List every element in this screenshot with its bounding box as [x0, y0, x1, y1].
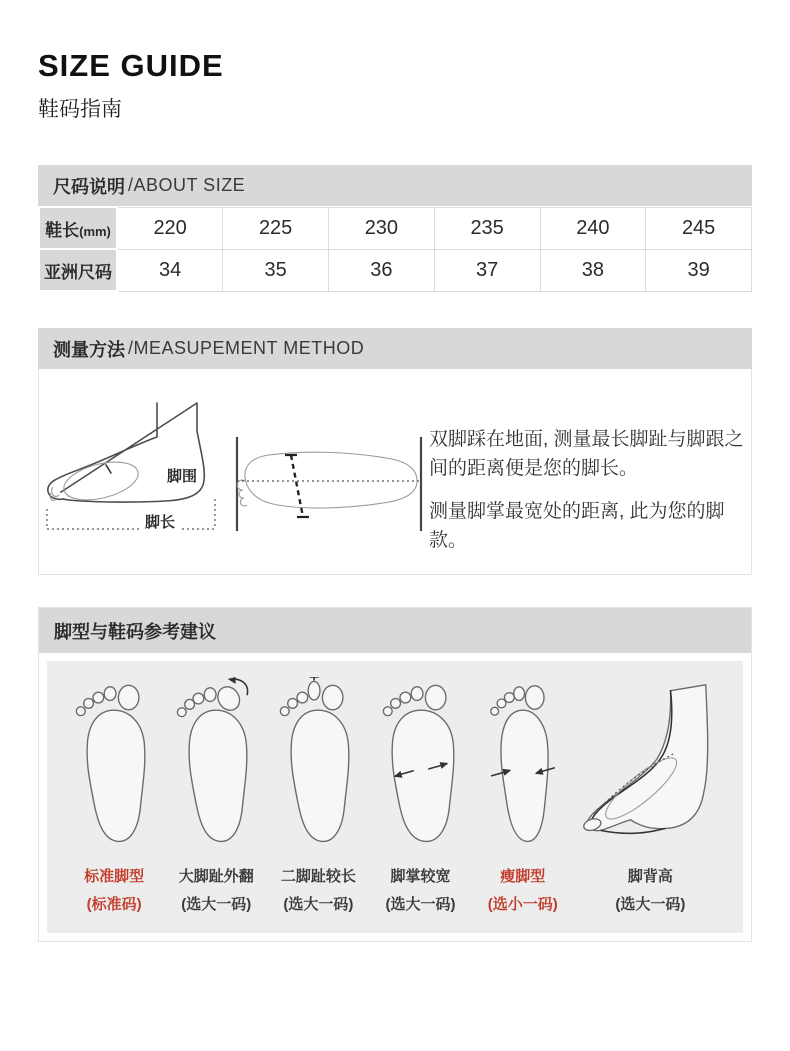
foot-type-name: 瘦脚型	[500, 868, 546, 885]
foot-bunion-icon	[170, 677, 262, 853]
measurement-content	[38, 369, 752, 575]
asia-size-value: 35	[223, 249, 329, 291]
foot-girth-label: 脚围	[167, 468, 198, 485]
foot-sole-diagram-icon	[229, 429, 429, 541]
measurement-instructions	[429, 425, 751, 556]
about-size-heading-en: /ABOUT SIZE	[128, 175, 246, 195]
measurement-header	[38, 328, 752, 369]
shoe-length-label-cell	[39, 207, 117, 249]
page-subtitle: 鞋码指南	[38, 98, 122, 121]
foot-type-advice: (选大一码)	[385, 896, 456, 913]
measurement-heading-zh: 测量方法	[53, 339, 125, 360]
page-title: SIZE GUIDE	[38, 48, 224, 83]
shoe-length-unit: (mm)	[79, 223, 111, 239]
shoe-length-value: 225	[223, 207, 329, 249]
asia-size-label-cell	[39, 249, 117, 291]
foot-long-toe-icon	[272, 677, 364, 853]
about-size-section	[38, 165, 752, 292]
foot-type-name: 脚掌较宽	[390, 868, 451, 885]
shoe-length-label: 鞋长	[45, 220, 80, 240]
foot-type-name: 脚背高	[627, 868, 673, 885]
foot-type-section	[38, 607, 752, 942]
shoe-length-row	[39, 207, 752, 249]
foot-type-heading: 脚型与鞋码参考建议	[54, 621, 216, 642]
foot-length-label: 脚长	[141, 511, 179, 532]
measure-length-paragraph: 双脚踩在地面, 测量最长脚趾与脚跟之间的距离便是您的脚长。	[429, 429, 744, 480]
size-guide-page	[0, 48, 790, 942]
about-size-header	[38, 165, 752, 206]
asia-size-value: 39	[646, 249, 752, 291]
foot-type-name: 大脚趾外翻	[178, 868, 254, 885]
foot-type-panel	[47, 661, 743, 933]
asia-size-value: 38	[540, 249, 646, 291]
foot-wide-icon	[375, 677, 467, 853]
shoe-length-value: 220	[117, 207, 223, 249]
foot-type-standard	[63, 677, 165, 914]
asia-size-value: 36	[329, 249, 435, 291]
foot-high-instep-icon	[575, 677, 725, 853]
shoe-length-value: 230	[329, 207, 435, 249]
foot-type-advice: (选大一码)	[181, 896, 252, 913]
foot-type-advice: (选大一码)	[283, 896, 354, 913]
foot-type-high-instep	[574, 677, 727, 914]
foot-type-box	[38, 607, 752, 942]
shoe-length-value: 240	[540, 207, 646, 249]
size-table	[38, 206, 752, 292]
foot-type-wide	[369, 677, 471, 914]
asia-size-label: 亚洲尺码	[44, 262, 112, 282]
measurement-section	[38, 328, 752, 575]
foot-type-advice: (选大一码)	[615, 896, 686, 913]
foot-type-advice: (选小一码)	[487, 896, 558, 913]
about-size-heading-zh: 尺码说明	[53, 176, 125, 197]
shoe-length-value: 245	[646, 207, 752, 249]
foot-thin-icon	[477, 677, 569, 853]
foot-type-bunion	[165, 677, 267, 914]
foot-type-header	[39, 608, 751, 653]
asia-size-value: 34	[117, 249, 223, 291]
foot-type-thin	[472, 677, 574, 914]
shoe-length-value: 235	[434, 207, 540, 249]
asia-size-value: 37	[434, 249, 540, 291]
measure-width-paragraph: 测量脚掌最宽处的距离, 此为您的脚款。	[429, 500, 725, 552]
foot-type-long-second-toe	[267, 677, 369, 914]
foot-type-name: 二脚趾较长	[280, 868, 356, 885]
foot-standard-icon	[68, 677, 160, 853]
foot-type-advice: (标准码)	[86, 896, 142, 913]
asia-size-row	[39, 249, 752, 291]
foot-type-name: 标准脚型	[84, 868, 145, 885]
measurement-heading-en: /MEASUPEMENT METHOD	[128, 338, 365, 358]
